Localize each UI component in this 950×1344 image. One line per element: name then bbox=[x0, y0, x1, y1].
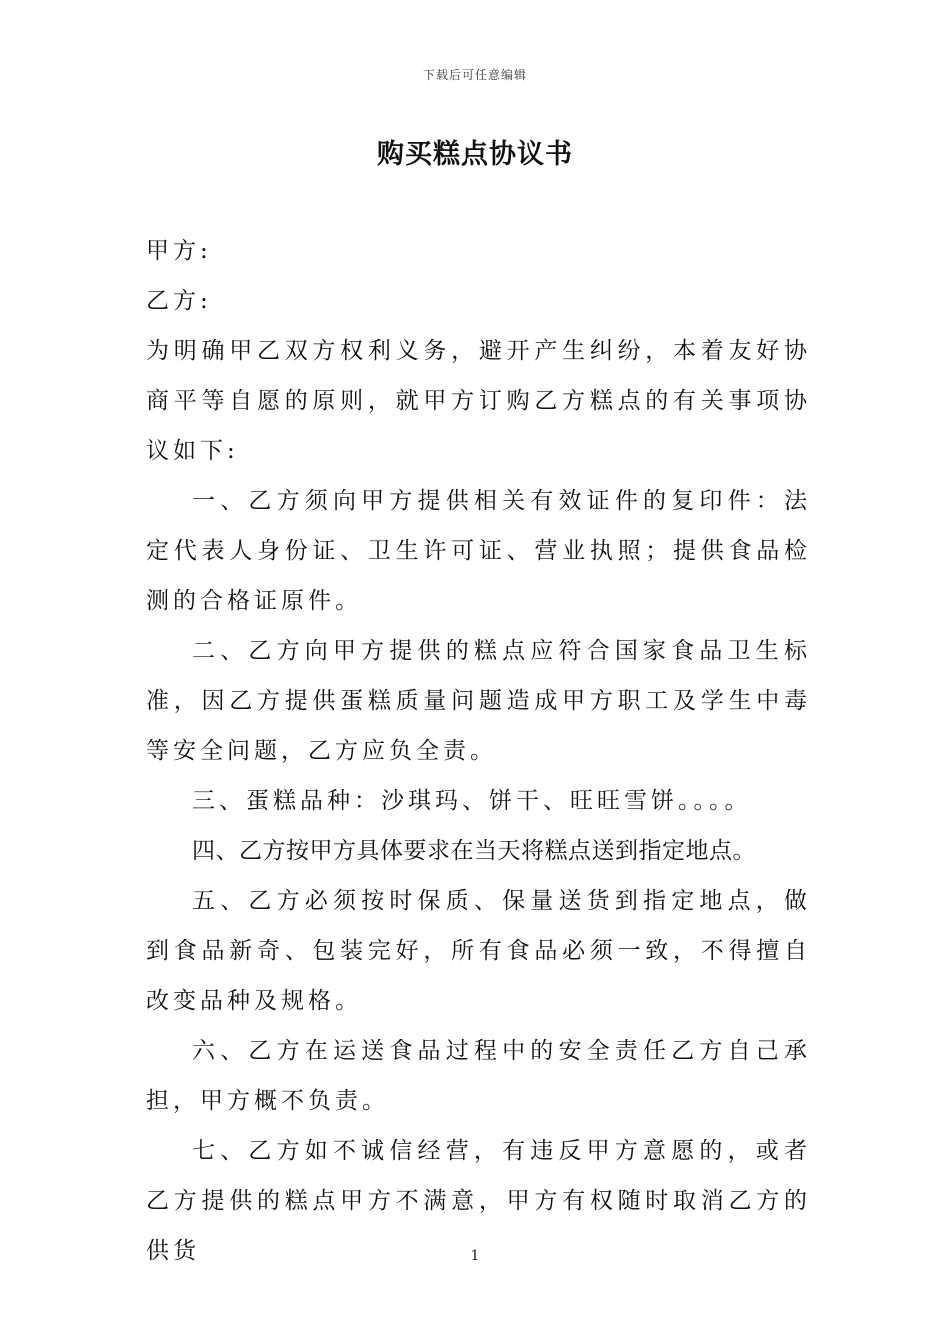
party-a-line: 甲方: bbox=[146, 238, 212, 264]
clause-1: 一、乙方须向甲方提供相关有效证件的复印件：法定代表人身份证、卫生许可证、营业执照；提供食品检测的合格证原件。 bbox=[146, 488, 811, 614]
page-number: 1 bbox=[470, 1248, 480, 1264]
clause-4: 四、乙方按甲方具体要求在当天将糕点送到指定地点。 bbox=[192, 838, 756, 864]
header-note: 下载后可任意编辑 bbox=[422, 68, 527, 82]
intro-paragraph: 为明确甲乙双方权利义务，避开产生纠纷，本着友好协商平等自愿的原则，就甲方订购乙方糕点的有关事项协议如下: bbox=[146, 338, 811, 464]
agreement-body bbox=[146, 226, 811, 1276]
clause-6: 六、乙方在运送食品过程中的安全责任乙方自己承担，甲方概不负责。 bbox=[146, 1038, 811, 1114]
clause-5: 五、乙方必须按时保质、保量送货到指定地点，做到食品新奇、包装完好，所有食品必须一致，不得擅自改变品种及规格。 bbox=[146, 888, 811, 1014]
clause-2: 二、乙方向甲方提供的糕点应符合国家食品卫生标准，因乙方提供蛋糕质量问题造成甲方职工及学生中毒等安全问题，乙方应负全责。 bbox=[146, 638, 811, 764]
document-title: 购买糕点协议书 bbox=[377, 139, 573, 170]
clause-3: 三、蛋糕品种：沙琪玛、饼干、旺旺雪饼。。。。 bbox=[192, 788, 752, 814]
clause-7: 七、乙方如不诚信经营，有违反甲方意愿的，或者乙方提供的糕点甲方不满意，甲方有权随时取消乙方的供货 bbox=[146, 1138, 811, 1264]
party-b-line: 乙方: bbox=[146, 288, 212, 314]
